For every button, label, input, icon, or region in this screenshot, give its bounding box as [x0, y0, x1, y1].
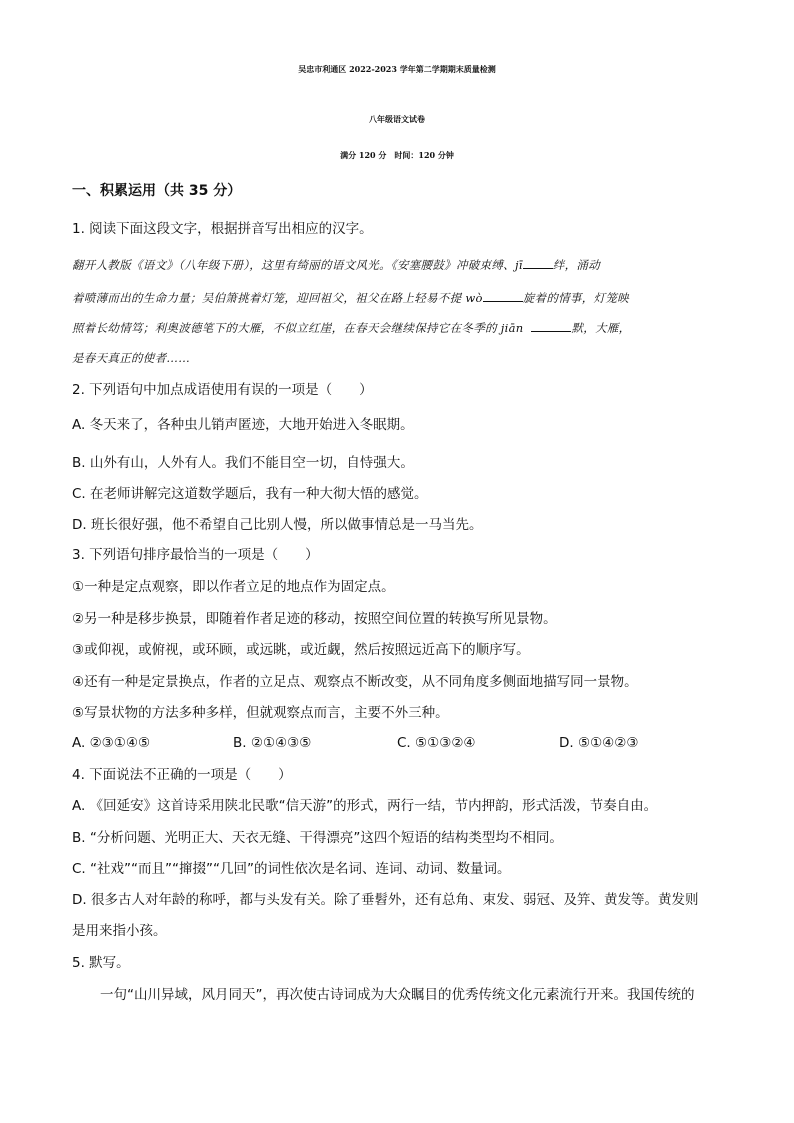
- q2-option-d[interactable]: D. 班长很好强，他不希望自己比别人慢，所以做事情总是一马当先。: [72, 517, 483, 533]
- q1-p3-tail: 默，大雁，: [571, 321, 631, 335]
- q3-option-a[interactable]: A. ②③①④⑤: [72, 735, 151, 751]
- q4-option-a[interactable]: A. 《回延安》这首诗采用陕北民歌“信天游”的形式，两行一结，节内押韵，形式活泼，节奏自由。: [72, 798, 658, 814]
- q1-blank-1[interactable]: [523, 256, 553, 269]
- q3-option-c[interactable]: C. ⑤①③②④: [397, 735, 476, 751]
- q1-passage-line-2: [72, 289, 732, 307]
- q1-p2-tail: 旋着的情事，灯笼映: [522, 291, 629, 305]
- q4-option-d-line-1[interactable]: D. 很多古人对年龄的称呼，都与头发有关。除了垂髫外，还有总角、束发、弱冠、及笄、黄发等。黄发则: [72, 892, 699, 908]
- q2-stem: 2. 下列语句中加点成语使用有误的一项是（ ）: [72, 382, 373, 398]
- q3-sentence-2: ②另一种是移步换景，即随着作者足迹的移动，按照空间位置的转换写所见景物。: [72, 611, 557, 627]
- q1-p3-text: 照着长幼情笃；利奥波德笔下的大雁，不似立红崖，在春天会继续保持它在冬季的 jiān: [72, 321, 524, 335]
- q2-option-b[interactable]: B. 山外有山，人外有人。我们不能目空一切，自恃强大。: [72, 455, 414, 471]
- q3-sentence-4: ④还有一种是定景换点，作者的立足点、观察点不断改变，从不同角度多侧面地描写同一景物。: [72, 674, 638, 690]
- q3-sentence-1: ①一种是定点观察，即以作者立足的地点作为固定点。: [72, 579, 395, 595]
- q3-sentence-5: ⑤写景状物的方法多种多样，但就观察点而言，主要不外三种。: [72, 705, 449, 721]
- q4-option-b[interactable]: B. “分析问题、光明正大、天衣无缝、干得漂亮”这四个短语的结构类型均不相同。: [72, 830, 563, 846]
- q1-stem: 1. 阅读下面这段文字，根据拼音写出相应的汉字。: [72, 221, 373, 237]
- exam-title: 吴忠市利通区 2022-2023 学年第二学期期末质量检测: [298, 64, 496, 74]
- q2-option-c[interactable]: C. 在老师讲解完这道数学题后，我有一种大彻大悟的感觉。: [72, 486, 428, 502]
- q4-option-c[interactable]: C. “社戏”“而且”“撺掇”“几回”的词性依次是名词、连词、动词、数量词。: [72, 861, 511, 877]
- q3-option-b[interactable]: B. ②①④③⑤: [233, 735, 312, 751]
- q1-passage-line-4: 是春天真正的使者……: [72, 351, 190, 365]
- section-heading: 一、积累运用（共 35 分）: [72, 183, 242, 199]
- q5-stem: 5. 默写。: [72, 955, 130, 971]
- exam-meta: 满分 120 分 时间：120 分钟: [340, 150, 454, 160]
- q2-option-a[interactable]: A. 冬天来了，各种虫儿销声匿迹，大地开始进入冬眠期。: [72, 417, 414, 433]
- q3-stem: 3. 下列语句排序最恰当的一项是（ ）: [72, 547, 319, 563]
- q1-blank-2[interactable]: [483, 289, 523, 302]
- q1-passage-line-1: [72, 256, 732, 274]
- q4-option-d-line-2[interactable]: 是用来指小孩。: [72, 923, 167, 939]
- q1-p1-tail: 绊，涌动: [552, 258, 600, 272]
- q3-option-d[interactable]: D. ⑤①④②③: [559, 735, 639, 751]
- q4-stem: 4. 下面说法不正确的一项是（ ）: [72, 767, 292, 783]
- q3-sentence-3: ③或仰视，或俯视，或环顾，或远眺，或近觑，然后按照远近高下的顺序写。: [72, 642, 530, 658]
- q1-p2-text: 着喷薄而出的生命力量；吴伯箫挑着灯笼，迎回祖父，祖父在路上轻易不提 wò: [72, 291, 483, 305]
- q1-blank-3[interactable]: [531, 319, 571, 332]
- q1-p1-text: 翻开人教版《语文》（八年级下册），这里有绮丽的语文风光。《安塞腰鼓》冲破束缚、jī: [72, 258, 523, 272]
- exam-subtitle: 八年级语文试卷: [369, 114, 425, 124]
- q5-paragraph: 一句“山川异域，风月同天”，再次使古诗词成为大众瞩目的优秀传统文化元素流行开来。我国传统的: [100, 987, 695, 1003]
- q1-passage-line-3: [72, 319, 732, 337]
